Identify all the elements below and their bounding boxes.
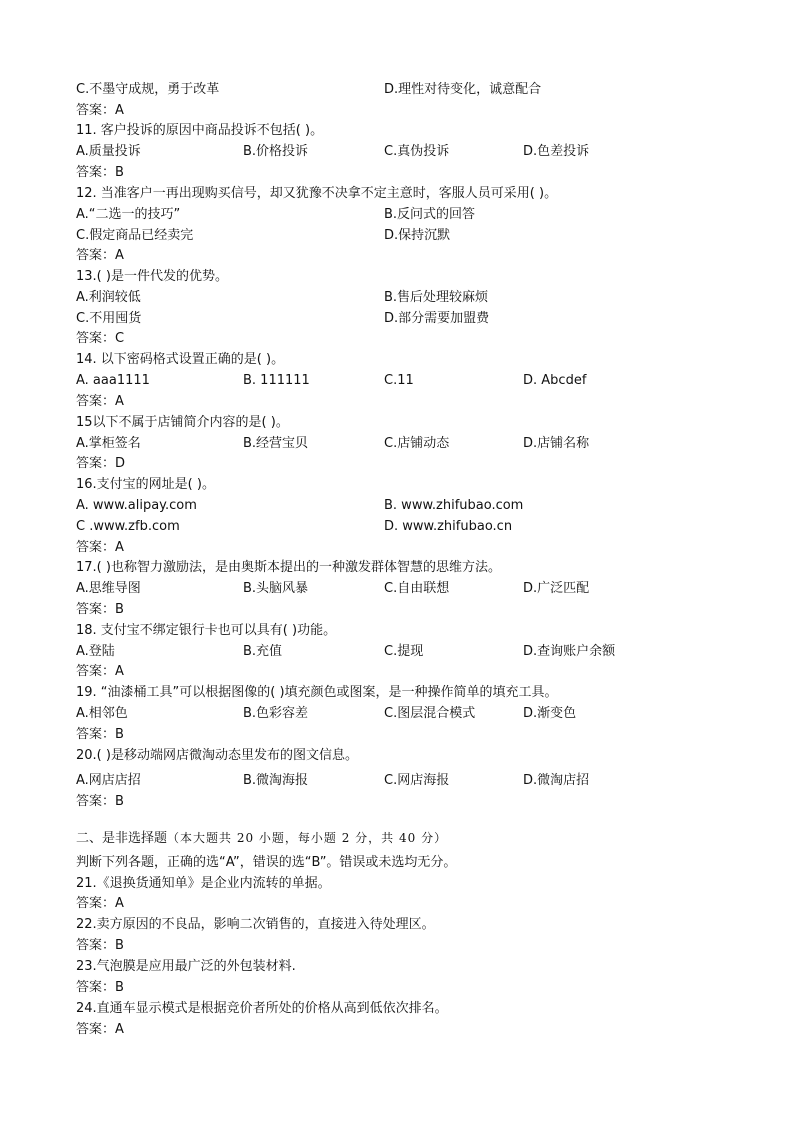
section-heading: [76, 829, 447, 848]
option-c: C.不用囤货: [76, 311, 142, 326]
option-d: D. Abcdef: [523, 373, 587, 388]
question-stem: 24.直通车显示模式是根据竞价者所处的价格从高到低依次排名。: [76, 1001, 448, 1016]
option-row: [76, 206, 716, 224]
option-b: B.头脑风暴: [243, 581, 309, 596]
option-a: A.思维导图: [76, 581, 141, 596]
option-b: B. 111111: [243, 373, 310, 388]
option-a: A.质量投诉: [76, 144, 141, 159]
option-row: [76, 289, 716, 307]
option-d: D.店铺名称: [523, 436, 590, 451]
option-row: [76, 705, 716, 723]
question-stem: 20.( )是移动端网店微淘动态里发布的图文信息。: [76, 748, 358, 763]
option-c: C.自由联想: [384, 581, 450, 596]
answer: 答案：B: [76, 938, 124, 953]
question-stem: 23.气泡膜是应用最广泛的外包装材料.: [76, 959, 296, 974]
answer: 答案：A: [76, 103, 124, 118]
question-stem: 13.( )是一件代发的优势。: [76, 269, 228, 284]
question-stem: 11. 客户投诉的原因中商品投诉不包括( )。: [76, 123, 324, 138]
answer: 答案：A: [76, 248, 124, 263]
question-stem: 19. “油漆桶工具”可以根据图像的( )填充颜色或图案，是一种操作简单的填充工具。: [76, 685, 558, 700]
option-c: C.网店海报: [384, 773, 450, 788]
option-a: A. aaa1111: [76, 373, 150, 388]
answer: 答案：A: [76, 1022, 124, 1037]
option-row: [76, 772, 716, 790]
question-stem: 14. 以下密码格式设置正确的是( )。: [76, 352, 285, 367]
option-a: A.“二选一的技巧”: [76, 207, 181, 222]
option-b: B.售后处理较麻烦: [384, 290, 489, 305]
option-c: C .www.zfb.com: [76, 519, 180, 534]
option-c: C.不墨守成规，勇于改革: [76, 82, 220, 97]
answer: 答案：C: [76, 331, 125, 346]
answer: 答案：B: [76, 794, 124, 809]
option-b: B. www.zhifubao.com: [384, 498, 524, 513]
option-c: C.11: [384, 373, 414, 388]
option-row: [76, 310, 716, 328]
section-title: 二、是非选择题: [76, 831, 168, 846]
answer: 答案：B: [76, 727, 124, 742]
option-row: [76, 227, 716, 245]
option-a: A.登陆: [76, 644, 115, 659]
option-d: D.微淘店招: [523, 773, 590, 788]
question-stem: 21.《退换货通知单》是企业内流转的单据。: [76, 876, 331, 891]
answer: 答案：D: [76, 456, 126, 471]
question-stem: 12. 当准客户一再出现购买信号，却又犹豫不决拿不定主意时，客服人员可采用( )。: [76, 186, 558, 201]
option-c: C.提现: [384, 644, 424, 659]
option-row: [76, 580, 716, 598]
option-c: C.图层混合模式: [384, 706, 476, 721]
answer: 答案：A: [76, 540, 124, 555]
option-a: A.掌柜签名: [76, 436, 141, 451]
option-d: D.保持沉默: [384, 228, 451, 243]
option-row: [76, 372, 716, 390]
option-a: A.利润较低: [76, 290, 141, 305]
question-stem: 16.支付宝的网址是( )。: [76, 477, 215, 492]
question-stem: 22.卖方原因的不良品，影响二次销售的，直接进入待处理区。: [76, 917, 435, 932]
option-c: C.店铺动态: [384, 436, 450, 451]
answer: 答案：B: [76, 165, 124, 180]
option-b: B.充值: [243, 644, 283, 659]
option-d: D.渐变色: [523, 706, 577, 721]
option-d: D.查询账户余额: [523, 644, 616, 659]
option-row: [76, 435, 716, 453]
section-instruction: 判断下列各题，正确的选“A”，错误的选“B”。错误或未选均无分。: [76, 855, 457, 870]
option-row: [76, 497, 716, 515]
option-b: B.经营宝贝: [243, 436, 309, 451]
option-a: A.网店店招: [76, 773, 141, 788]
option-row: [76, 81, 716, 99]
section-subtitle: （本大题共 20 小题，每小题 2 分，共 40 分）: [167, 831, 448, 845]
answer: 答案：A: [76, 664, 124, 679]
option-d: D.广泛匹配: [523, 581, 590, 596]
answer: 答案：B: [76, 980, 124, 995]
option-a: A. www.alipay.com: [76, 498, 197, 513]
answer: 答案：B: [76, 602, 124, 617]
question-stem: 17.( )也称智力激励法，是由奥斯本提出的一种激发群体智慧的思维方法。: [76, 560, 501, 575]
option-c: C.真伪投诉: [384, 144, 450, 159]
option-d: D. www.zhifubao.cn: [384, 519, 513, 534]
question-stem: 18. 支付宝不绑定银行卡也可以具有( )功能。: [76, 623, 337, 638]
option-b: B.价格投诉: [243, 144, 309, 159]
option-d: D.部分需要加盟费: [384, 311, 490, 326]
option-a: A.相邻色: [76, 706, 128, 721]
option-row: [76, 518, 716, 536]
option-b: B.微淘海报: [243, 773, 309, 788]
answer: 答案：A: [76, 896, 124, 911]
answer: 答案：A: [76, 394, 124, 409]
option-d: D.色差投诉: [523, 144, 590, 159]
option-c: C.假定商品已经卖完: [76, 228, 194, 243]
option-row: [76, 143, 716, 161]
option-b: B.反问式的回答: [384, 207, 476, 222]
option-d: D.理性对待变化，诚意配合: [384, 82, 542, 97]
option-b: B.色彩容差: [243, 706, 309, 721]
question-stem: 15以下不属于店铺简介内容的是( )。: [76, 415, 289, 430]
option-row: [76, 643, 716, 661]
